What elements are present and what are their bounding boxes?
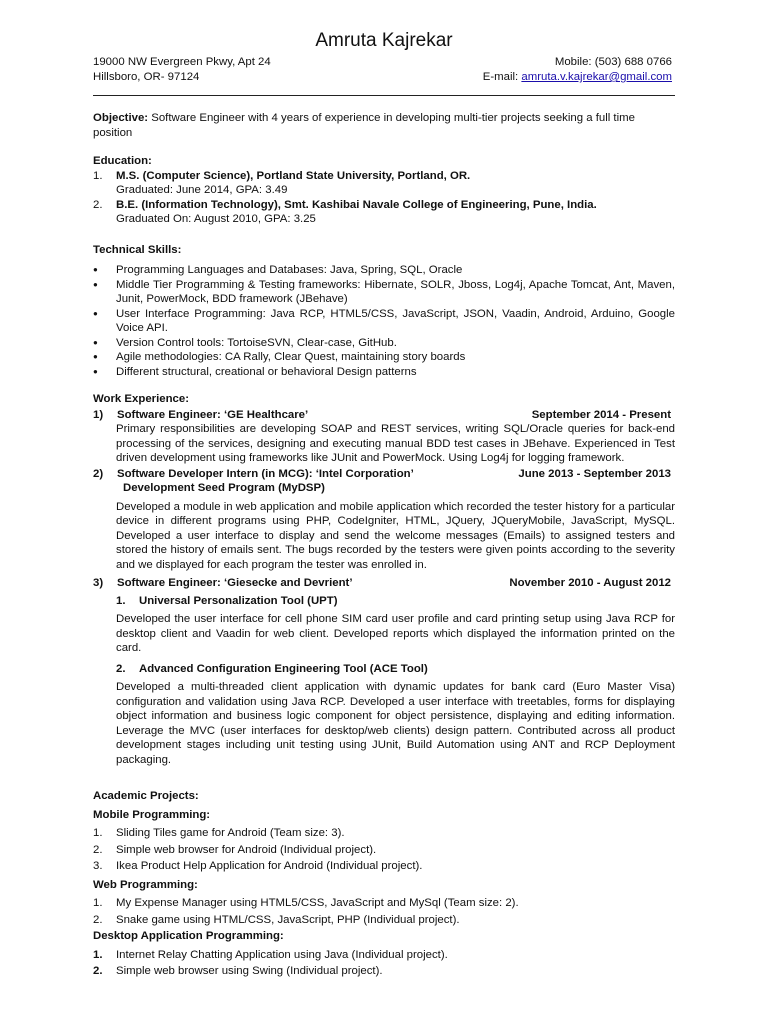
list-item (93, 896, 675, 911)
list-item (93, 964, 675, 979)
resume-body (93, 111, 675, 981)
candidate-name: Amruta Kajrekar (315, 30, 453, 51)
item-num: 1. (93, 827, 103, 839)
skill-text: Programming Languages and Databases: Java, Spring, SQL, Oracle (116, 264, 463, 276)
list-item (93, 263, 675, 278)
address-block (93, 55, 271, 85)
job-title: Software Engineer: ‘GE Healthcare’ (117, 408, 309, 421)
item-num: 2. (93, 843, 103, 856)
bullet-icon: ● (93, 352, 98, 361)
job-entry (93, 408, 675, 466)
item-text: Sliding Tiles game for Android (Team size: 3). (116, 827, 345, 839)
list-item (93, 913, 675, 928)
project-num: 2. (116, 662, 126, 675)
job-entry (93, 467, 675, 573)
item-text: Simple web browser using Swing (Individual project). (116, 965, 383, 977)
list-item (93, 948, 675, 963)
bullet-icon: ● (93, 308, 98, 318)
group-title: Mobile Programming: (93, 808, 211, 821)
skills-section (93, 243, 675, 380)
contact-block (483, 55, 672, 85)
skill-text: User Interface Programming: Java RCP, HTML5/CSS, JavaScript, JSON, Vaadin, Android, Arduino, Google Voice API. (116, 307, 675, 334)
skill-text: Different structural, creational or behavioral Design patterns (116, 365, 417, 378)
job-num: 3) (93, 577, 104, 589)
objective-section (93, 111, 675, 140)
education-item (93, 198, 675, 227)
job-description: Primary responsibilities are developing SOAP and REST services, writing SQL/Oracle queries for back-end processing of the services, designing and executing manual BDD test cases in JBehave. Experienced in Test driven development using frameworks like JUnit and PowerMock. Using Log4j for logging framework. (116, 423, 675, 464)
job-title: Software Engineer: ‘Giesecke and Devrient’ (117, 577, 353, 589)
bullet-icon: ● (93, 265, 98, 274)
job-dates: September 2014 - Present (531, 408, 671, 421)
email-link[interactable]: amruta.v.kajrekar@gmail.com (521, 71, 672, 83)
skills-list (93, 263, 675, 379)
bullet-icon: ● (93, 337, 98, 347)
work-section (93, 392, 675, 767)
item-num: 3. (93, 860, 103, 872)
academic-section (93, 789, 675, 979)
education-item (93, 169, 675, 198)
education-degree: M.S. (Computer Science), Portland State University, Portland, OR. (116, 169, 471, 182)
objective-label: Objective: (93, 112, 149, 124)
bullet-icon: ● (93, 366, 98, 376)
address-line-1: 19000 NW Evergreen Pkwy, Apt 24 (93, 56, 271, 68)
job-subtitle: Development Seed Program (MyDSP) (123, 482, 325, 494)
list-item (93, 843, 675, 858)
job-num: 2) (93, 467, 104, 480)
project-list (93, 896, 675, 927)
list-item (93, 826, 675, 841)
skills-heading: Technical Skills: (93, 243, 182, 256)
job-dates: June 2013 - September 2013 (518, 467, 671, 480)
work-heading: Work Experience: (93, 393, 190, 405)
address-line-2: Hillsboro, OR- 97124 (93, 71, 200, 83)
item-text: Internet Relay Chatting Application using Java (Individual project). (116, 948, 448, 961)
email-line (483, 70, 672, 85)
skill-text: Agile methodologies: CA Rally, Clear Quest, maintaining story boards (116, 351, 466, 363)
item-num: 1. (93, 948, 103, 961)
job-num: 1) (93, 408, 104, 421)
group-title: Web Programming: (93, 878, 198, 891)
project-entry (93, 594, 675, 656)
item-num: 2. (93, 913, 103, 926)
skill-text: Middle Tier Programming & Testing frameworks: Hibernate, SOLR, Jboss, Log4j, Apache Tomcat, Ant, Maven, Junit, PowerMock, BDD framework (JBehave) (116, 278, 675, 305)
academic-heading: Academic Projects: (93, 790, 199, 802)
objective-text: Software Engineer with 4 years of experience in developing multi-tier projects seeking a full time position (93, 112, 635, 139)
mobile-number: Mobile: (503) 688 0766 (554, 56, 672, 68)
education-detail: Graduated On: August 2010, GPA: 3.25 (116, 213, 316, 225)
list-item (93, 365, 675, 380)
project-entry (93, 662, 675, 768)
item-num: 2. (93, 965, 103, 977)
group-title: Desktop Application Programming: (93, 930, 284, 942)
item-text: Snake game using HTML/CSS, JavaScript, PHP (Individual project). (116, 913, 460, 926)
item-text: Simple web browser for Android (Individual project). (116, 843, 377, 856)
bullet-icon: ● (93, 279, 98, 289)
project-description: Developed a multi-threaded client application with dynamic updates for bank card (Euro Master Visa) configuration and validation using Java RCP. Developed a user interface with treetables, forms for displaying object information and business logic component for object persistence, displaying and editing information. Leverage the MVC (user interfaces for desktop/web clients) design pattern. Contributed across all product development stages including unit testing using JUnit, Build Automation using ANT and RCP Deployment packaging. (116, 681, 675, 766)
project-list (93, 948, 675, 979)
list-item (93, 278, 675, 307)
project-num: 1. (116, 594, 126, 607)
education-heading: Education: (93, 155, 152, 167)
education-degree: B.E. (Information Technology), Smt. Kashibai Navale College of Engineering, Pune, India. (116, 198, 597, 211)
project-list (93, 826, 675, 874)
skill-text: Version Control tools: TortoiseSVN, Clear-case, GitHub. (116, 336, 397, 349)
list-item (93, 336, 675, 351)
email-label: E-mail: (482, 71, 522, 83)
list-item (93, 307, 675, 336)
project-title: Advanced Configuration Engineering Tool (ACE Tool) (139, 662, 428, 675)
header-divider (93, 95, 675, 96)
job-entry (93, 576, 675, 767)
education-detail: Graduated: June 2014, GPA: 3.49 (116, 184, 288, 196)
item-text: My Expense Manager using HTML5/CSS, JavaScript and MySql (Team size: 2). (116, 897, 519, 909)
item-num: 1. (93, 897, 103, 909)
project-description: Developed the user interface for cell phone SIM card user profile and card printing setup using Java RCP for desktop client and Vaadin for web client. Developed reports which displayed the information printed on the card. (116, 613, 675, 654)
item-text: Ikea Product Help Application for Android (Individual project). (116, 860, 423, 872)
education-section (93, 154, 675, 227)
list-item (93, 350, 675, 365)
job-title: Software Developer Intern (in MCG): ‘Intel Corporation’ (117, 467, 414, 480)
job-description: Developed a module in web application and mobile application which recorded the tester history for a particular device in different programs using PHP, CodeIgniter, HTML, JQuery, JQueryMobile, JavaScript, MySQL. Developed a user interface to display and send the welcome messages (Emails) to assigned testers and stored the history of emails sent. The bugs recorded by the testers were given points according to the severity and we displayed for each program the tester was enrolled in. (116, 500, 675, 571)
education-num: 1. (93, 169, 103, 182)
job-dates: November 2010 - August 2012 (509, 577, 671, 589)
list-item (93, 859, 675, 874)
education-num: 2. (93, 198, 103, 211)
project-title: Universal Personalization Tool (UPT) (139, 594, 338, 607)
